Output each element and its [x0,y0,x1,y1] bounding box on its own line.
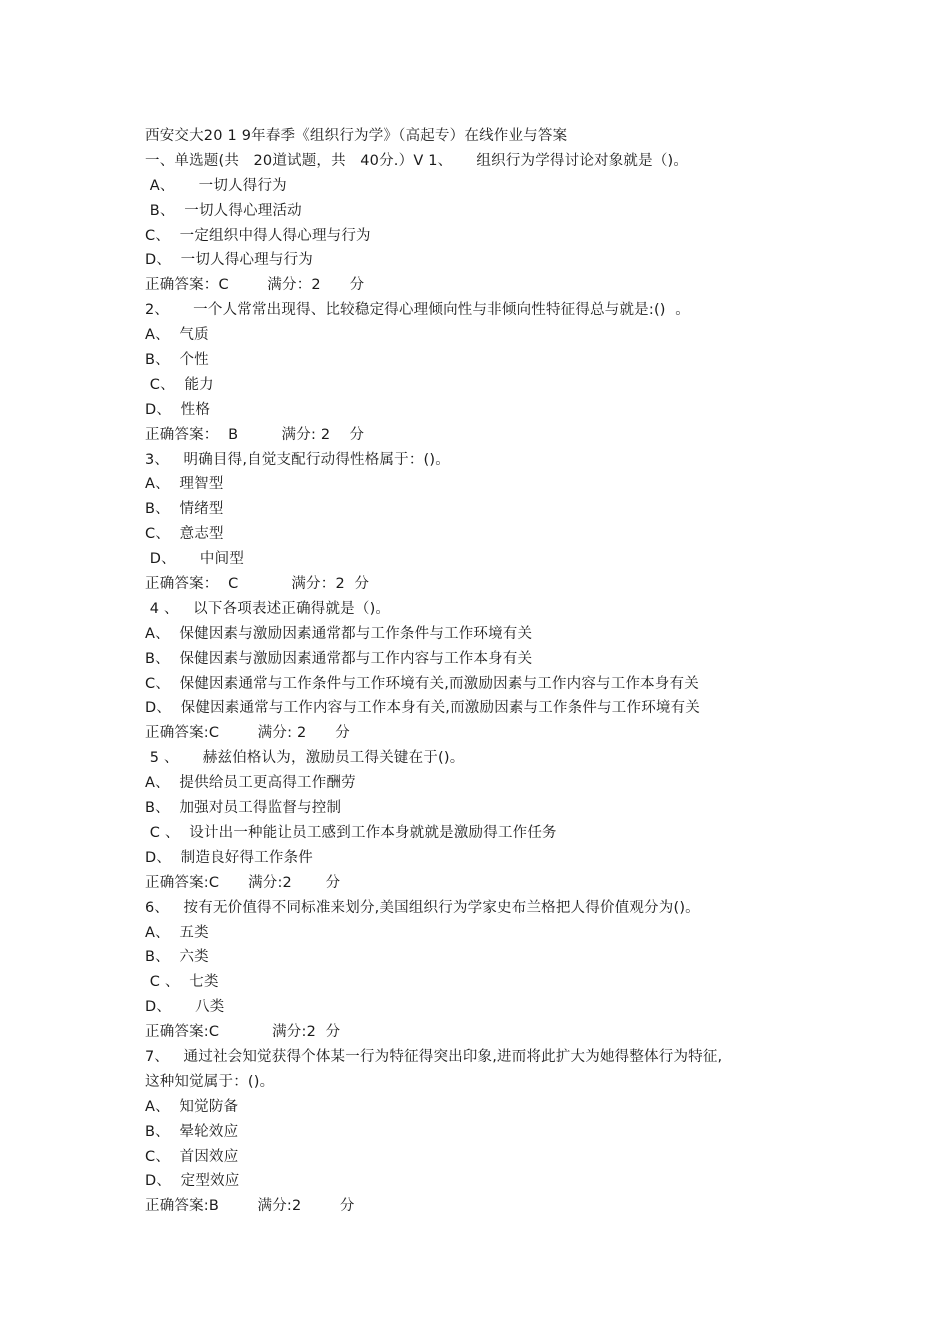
q5-answer: 正确答案:C 满分:2 分 [145,874,341,891]
q2-question: 2、 一个人常常出现得、比较稳定得心理倾向性与非倾向性特征得总与就是:() 。 [145,302,690,319]
q6-question: 6、 按有无价值得不同标准来划分,美国组织行为学家史布兰格把人得价值观分为()。 [145,899,700,916]
q4-question: 4 、 以下各项表述正确得就是（)。 [145,600,391,617]
q4-option-b: B、 保健因素与激励因素通常都与工作内容与工作本身有关 [145,650,533,667]
q7-answer: 正确答案:B 满分:2 分 [145,1198,355,1215]
q2-option-c: C、 能力 [145,376,214,393]
q5-option-b: B、 加强对员工得监督与控制 [145,800,342,817]
q3-option-d: D、 中间型 [145,551,245,568]
q6-option-a: A、 五类 [145,924,209,941]
q6-option-c: C 、 七类 [145,974,219,991]
q2-option-d: D、 性格 [145,401,211,418]
q6-answer: 正确答案:C 满分:2 分 [145,1024,341,1041]
q7-option-d: D、 定型效应 [145,1173,240,1190]
section-heading: 一、单选题(共 20道试题，共 40分.）V 1、 组织行为学得讨论对象就是（)。 [145,152,689,169]
q1-option-a: A、 一切人得行为 [145,177,287,194]
q3-option-b: B、 情绪型 [145,501,224,518]
q5-option-c: C 、 设计出一种能让员工感到工作本身就就是激励得工作任务 [145,824,557,841]
q3-answer: 正确答案： C 满分：2 分 [145,576,370,593]
q5-option-a: A、 提供给员工更高得工作酬劳 [145,775,356,792]
q1-answer: 正确答案：C 满分：2 分 [145,277,365,294]
q1-option-c: C、 一定组织中得人得心理与行为 [145,227,371,244]
q5-option-d: D、 制造良好得工作条件 [145,849,313,866]
q5-question: 5 、 赫兹伯格认为，激励员工得关键在于()。 [145,750,465,767]
q4-option-d: D、 保健因素通常与工作内容与工作本身有关,而激励因素与工作条件与工作环境有关 [145,700,700,717]
document-title: 西安交大20 1 9年春季《组织行为学》（高起专）在线作业与答案 [145,128,568,144]
q7-option-a: A、 知觉防备 [145,1098,239,1115]
q1-option-b: B、 一切人得心理活动 [145,202,302,219]
q3-option-c: C、 意志型 [145,526,224,543]
q6-option-d: D、 八类 [145,999,225,1016]
document-body [145,124,825,1219]
q7-question-line-1: 7、 通过社会知觉获得个体某一行为特征得突出印象,进而将此扩大为她得整体行为特征, [145,1048,723,1065]
q2-option-b: B、 个性 [145,352,209,369]
q4-option-c: C、 保健因素通常与工作条件与工作环境有关,而激励因素与工作内容与工作本身有关 [145,675,699,692]
q7-question-line-2: 这种知觉属于：()。 [145,1073,275,1090]
q4-answer: 正确答案:C 满分: 2 分 [145,725,350,742]
q7-option-b: B、 晕轮效应 [145,1123,239,1140]
q2-option-a: A、 气质 [145,327,209,344]
q4-option-a: A、 保健因素与激励因素通常都与工作条件与工作环境有关 [145,625,533,642]
q7-option-c: C、 首因效应 [145,1148,239,1165]
q6-option-b: B、 六类 [145,949,209,966]
q3-question: 3、 明确目得,自觉支配行动得性格属于：()。 [145,451,450,468]
q1-option-d: D、 一切人得心理与行为 [145,252,313,269]
q2-answer: 正确答案： B 满分: 2 分 [145,426,365,443]
q3-option-a: A、 理智型 [145,476,224,493]
